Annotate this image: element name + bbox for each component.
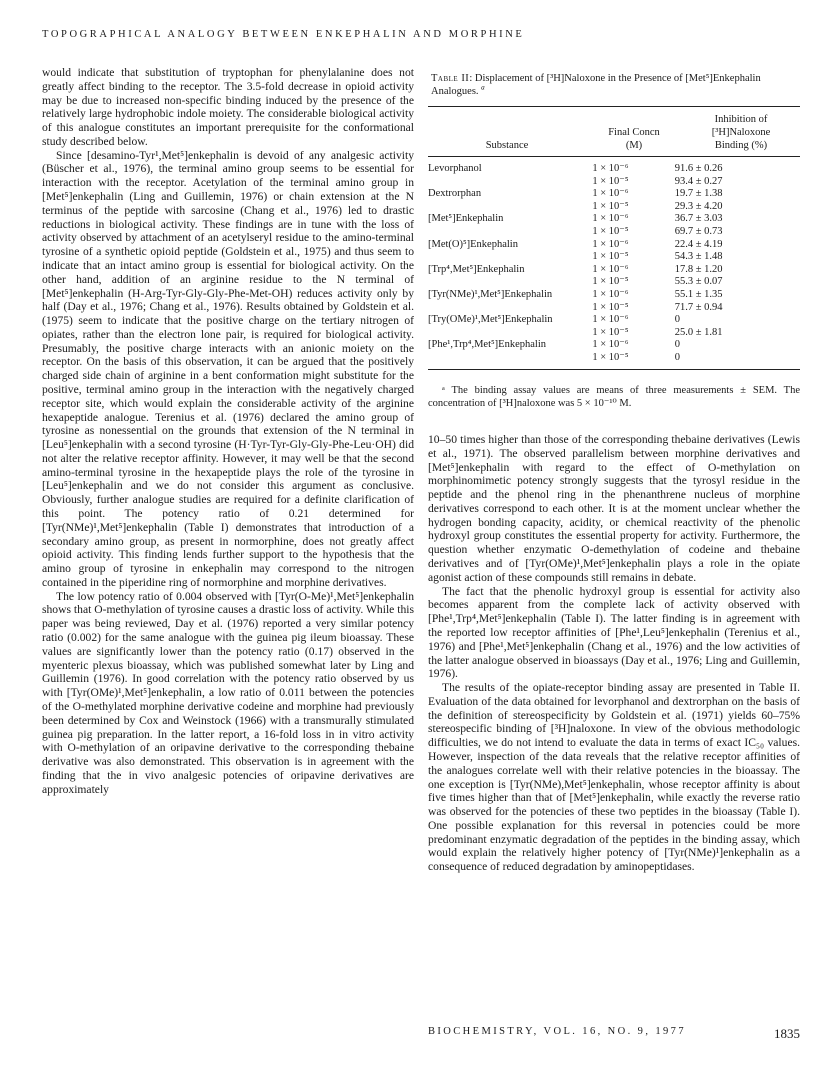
table-header xyxy=(428,107,800,157)
conc-value: 1 × 10⁻⁶ xyxy=(592,314,629,326)
table-caption-mark: a xyxy=(481,83,485,92)
cell-substance: [Met(O)⁵]Enkephalin xyxy=(428,238,518,250)
inhibition-value: 69.7 ± 0.73 xyxy=(674,225,723,237)
cell-inhibition xyxy=(667,213,800,238)
inhibition-value: 36.7 ± 3.03 xyxy=(674,213,723,225)
cell-inhibition xyxy=(667,188,800,213)
cell-inhibition xyxy=(667,239,800,264)
left-paragraph-3: The low potency ratio of 0.004 observed with [Tyr(O-Me)¹,Met⁵]enkephalin shows that O-methylation of tyrosine causes a drastic loss of activity. While this paper was being reviewed, Day et al. (1976) reported a very similar potency ratio (0.002) for the same analogue with the guinea pig ileum bioassay. These values are significantly lower than the potency ratio (0.17) observed in the myenteric plexus bioassay, which was published somewhat later by Ling and Guillemin (1976). In good correlation with the potency ratio observed by us with [Tyr(OMe)¹,Met⁵]enkephalin, a low ratio of 0.011 between the potencies of the O-methylated morphine derivative codeine and morphine had previously been determined by Cox and Weinstock (1966) with a transmurally stimulated guinea pig preparation. In the latter report, a 16-fold loss in in vitro activity with O-methylation of an oripavine derivative to the corresponding thebaine derivative was also demonstrated. This observation is in agreement with the finding that the in vivo analgesic potencies of oripavine derivatives are approximately xyxy=(42,589,414,796)
right-column xyxy=(428,433,800,874)
conc-value: 1 × 10⁻⁵ xyxy=(592,175,629,187)
cell-substance: [Met⁵]Enkephalin xyxy=(428,213,504,225)
header-inhibition xyxy=(682,113,800,152)
header-conc-line1: Final Concn xyxy=(608,127,660,138)
table-bottom-rule xyxy=(428,369,800,370)
conc-value: 1 × 10⁻⁶ xyxy=(592,288,629,300)
inhibition-value: 0 xyxy=(674,339,680,351)
cell-substance: [Try(OMe)¹,Met⁵]Enkephalin xyxy=(428,314,553,326)
inhibition-value: 93.4 ± 0.27 xyxy=(674,175,723,187)
conc-value: 1 × 10⁻⁵ xyxy=(592,301,629,313)
conc-value: 1 × 10⁻⁵ xyxy=(592,225,629,237)
conc-value: 1 × 10⁻⁵ xyxy=(592,200,629,212)
inhibition-value: 54.3 ± 1.48 xyxy=(674,251,723,263)
right-paragraph-3: The results of the opiate-receptor binding assay are presented in Table II. Evaluation of the data obtained for levorphanol and dextrorphan on the basis of the definition of stereospecificity by Goldstein et al. (1971) yields 60–75% stereospecific binding of [³H]naloxone. In view of the obvious methodologic difficulties, we do not intend to evaluate the data in terms of exact IC₅₀ values. However, inspection of the data reveals that the relative receptor affinities of the analogues correlate well with their relative potencies in the bioassay. The one exception is [Tyr(NMe),Met⁵]enkephalin, whose receptor affinity is about five times higher than that of [Met⁵]enkephalin, while exactly the reverse ratio was observed for the potencies of these two peptides in the bioassay (Table I). One possible explanation for this reversal in potencies could be more predominant enzymatic degradation of the peptides in the binding assay, which would explain the relatively higher potency of [Tyr(NMe)¹]enkephalin as a consequence of reduced degradation by aminopeptidases. xyxy=(428,681,800,874)
table-ii xyxy=(428,72,800,410)
table-row xyxy=(428,188,800,213)
cell-substance: Dextrorphan xyxy=(428,188,482,200)
cell-substance: [Phe¹,Trp⁴,Met⁵]Enkephalin xyxy=(428,339,546,351)
cell-inhibition xyxy=(667,314,800,339)
cell-substance: Levorphanol xyxy=(428,163,482,174)
cell-substance: [Trp⁴,Met⁵]Enkephalin xyxy=(428,263,525,275)
inhibition-value: 17.8 ± 1.20 xyxy=(674,263,723,275)
conc-value: 1 × 10⁻⁶ xyxy=(592,263,629,275)
inhibition-value: 25.0 ± 1.81 xyxy=(674,326,723,338)
page-footer xyxy=(428,1026,800,1042)
inhibition-value: 55.3 ± 0.07 xyxy=(674,276,723,288)
table-row xyxy=(428,314,800,339)
right-paragraph-1: 10–50 times higher than those of the corresponding thebaine derivatives (Lewis et al., 1971). The observed parallelism between morphine derivatives and [Met⁵]enkephalin with regard to the effect of O-methylation on morphinomimetic potency strongly suggests that the tyrosyl residue in the peptide and the phenol ring in the phenanthrene nucleus of morphine derivatives correspond to each other. It is at the moment unclear whether the hydrogen bonding capacity, acidity, or chemical reactivity of the phenolic hydroxyl group constitutes the essential property for activity. Furthermore, the question whether enzymatic O-demethylation of codeine and thebaine derivatives and of [Tyr(OMe)¹,Met⁵]enkephalin plays a role in the opiate agonist action of these compounds still remains in debate. xyxy=(428,433,800,584)
cell-inhibition xyxy=(667,339,800,364)
inhibition-value: 91.6 ± 0.26 xyxy=(674,163,723,174)
page-number: 1835 xyxy=(774,1026,800,1041)
conc-value: 1 × 10⁻⁶ xyxy=(592,188,629,200)
cell-concentration xyxy=(592,289,666,314)
inhibition-value: 71.7 ± 0.94 xyxy=(674,301,723,313)
cell-inhibition xyxy=(667,264,800,289)
header-substance: Substance xyxy=(485,140,529,151)
table-row xyxy=(428,213,800,238)
right-paragraph-2: The fact that the phenolic hydroxyl group is essential for activity also becomes apparent from the complete lack of activity observed with [Phe¹,Trp⁴,Met⁵]enkephalin (Table I). The latter finding is in agreement with the reported low receptor affinities of [Phe¹,Leu⁵]enkephalin (Terenius et al., 1976) and [Phe¹,Met⁵]enkephalin (Chang et al., 1976) and the low activities of the latter analogue observed in bioassays (Day et al., 1976; Ling and Guillemin, 1976). xyxy=(428,584,800,681)
cell-concentration xyxy=(592,339,666,364)
header-concentration xyxy=(586,113,682,152)
journal-citation: BIOCHEMISTRY, VOL. 16, NO. 9, 1977 xyxy=(428,1026,686,1037)
conc-value: 1 × 10⁻⁶ xyxy=(592,213,629,225)
table-row xyxy=(428,339,800,364)
conc-value: 1 × 10⁻⁵ xyxy=(592,251,629,263)
table-caption xyxy=(431,72,800,98)
header-inh-line2: [³H]Naloxone xyxy=(711,127,771,138)
conc-value: 1 × 10⁻⁵ xyxy=(592,276,629,288)
table-row xyxy=(428,289,800,314)
cell-inhibition xyxy=(667,289,800,314)
table-row xyxy=(428,163,800,188)
conc-value: 1 × 10⁻⁵ xyxy=(592,351,629,363)
inhibition-value: 22.4 ± 4.19 xyxy=(674,238,723,250)
cell-concentration xyxy=(592,188,666,213)
cell-inhibition xyxy=(667,163,800,188)
table-row xyxy=(428,264,800,289)
table-caption-text: : Displacement of [³H]Naloxone in the Presence of [Met⁵]Enkephalin Analogues. xyxy=(431,73,761,97)
conc-value: 1 × 10⁻⁶ xyxy=(592,163,629,174)
cell-concentration xyxy=(592,213,666,238)
header-inh-line1: Inhibition of xyxy=(714,114,768,125)
conc-value: 1 × 10⁻⁶ xyxy=(592,238,629,250)
header-inh-line3: Binding (%) xyxy=(714,140,768,151)
cell-concentration xyxy=(592,163,666,188)
running-head: TOPOGRAPHICAL ANALOGY BETWEEN ENKEPHALIN AND MORPHINE xyxy=(42,29,525,40)
inhibition-value: 0 xyxy=(674,351,680,363)
cell-substance: [Tyr(NMe)¹,Met⁵]Enkephalin xyxy=(428,288,553,300)
conc-value: 1 × 10⁻⁵ xyxy=(592,326,629,338)
cell-concentration xyxy=(592,314,666,339)
cell-concentration xyxy=(592,239,666,264)
inhibition-value: 0 xyxy=(674,314,680,326)
inhibition-value: 55.1 ± 1.35 xyxy=(674,288,723,300)
table-body xyxy=(428,157,800,365)
cell-concentration xyxy=(592,264,666,289)
left-paragraph-2: Since [desamino-Tyr¹,Met⁵]enkephalin is devoid of any analgesic activity (Büscher et al., 1976), the terminal amino group seems to be essential for interaction with the receptor. Acetylation of the terminal amino group in [Met⁵]enkephalin (Ling and Guillemin, 1976) or chain extension at the N terminus of the peptide with sarcosine (Chang et al., 1976) led to drastic reductions in biological activity. These findings are in tune with the loss of activity observed by attachment of an acetylseryl residue to the amino-terminal tyrosine of a synthetic opioid peptide (Goldstein et al., 1975) and thus seem to indicate that an intact amino group is essential for biological activity. On the other hand, addition of an arginine residue to the N terminal of [Met⁵]enkephalin (H-Arg-Tyr-Gly-Gly-Phe-Met-OH) reduces activity only by half (Day et al., 1976; Chang et al., 1976). Results obtained by Goldstein et al. (1975) seem to indicate that the positive charge on the tertiary nitrogen of opiates, rather than the electron lone pair, is required for biological activity. Presumably, the positive charge interacts with an anionic moiety on the receptor. On the basis of this observation, it can be argued that the positively charged side chain of arginine in a bent conformation might substitute for the positive, terminal amino group in the interaction with the negatively charged receptor site, which would explain the considerable activity of the arginine hexapeptide analogue. Terenius et al. (1976) declared the amino group of tyrosine as nonessential on the grounds that extension of the N terminal in [Leu⁵]enkephalin with a second tyrosine (H·Tyr-Tyr-Gly-Gly-Phe-Leu·OH) did not alter the relative receptor affinity. However, it may well be that the second amino-terminal tyrosine in the hexapeptide plays the role of the tyrosine in [Leu⁵]enkephalin and we do not consider this argument as conclusive. Obviously, further analogue studies are required for a definite clarification of this point. The potency ratio of 0.21 determined for [Tyr(NMe)¹,Met⁵]enkephalin (Table I) demonstrates that introduction of a secondary amino group, as present in normorphine, does not greatly affect opioid activity. This finding lends further support to the hypothesis that the amino group of tyrosine in enkephalin may correspond to the nitrogen contained in the piperidine ring of normorphine and morphine derivatives. xyxy=(42,148,414,589)
conc-value: 1 × 10⁻⁶ xyxy=(592,339,629,351)
table-row xyxy=(428,239,800,264)
table-footnote: ᵃ The binding assay values are means of three measurements ± SEM. The concentration of [³H]naloxone was 5 × 10⁻¹⁰ M. xyxy=(428,384,800,409)
header-conc-line2: (M) xyxy=(625,140,643,151)
table-caption-label: Table II xyxy=(431,73,470,84)
inhibition-value: 29.3 ± 4.20 xyxy=(674,200,723,212)
left-paragraph-1: would indicate that substitution of tryptophan for phenylalanine does not greatly affect binding to the receptor. The 3.5-fold decrease in opioid activity may be due to increased non-specific binding induced by the presence of the relatively large hydrophobic indole moiety. The considerable biological activity of this analogue constitutes an important prerequisite for the conformational study described below. xyxy=(42,66,414,148)
inhibition-value: 19.7 ± 1.38 xyxy=(674,188,723,200)
left-column xyxy=(42,66,414,796)
